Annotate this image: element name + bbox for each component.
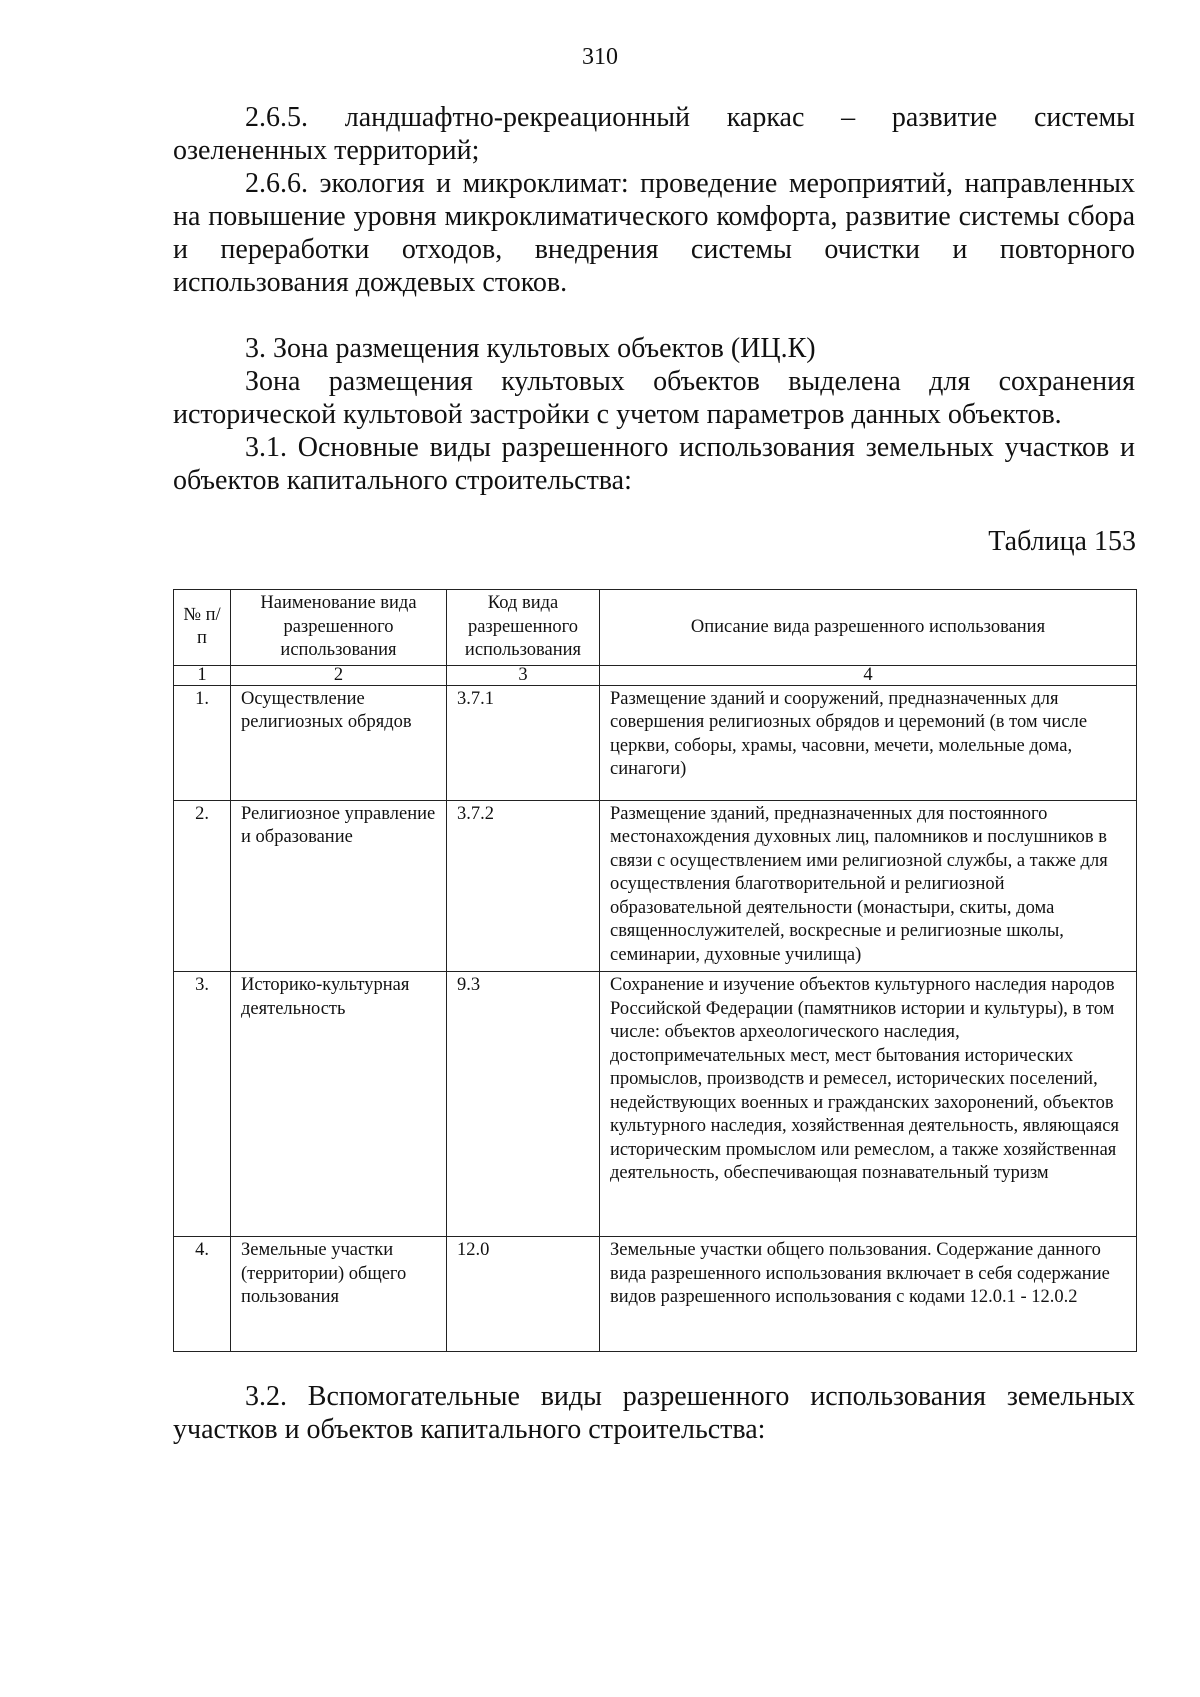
row-name: Религиозное управление и образование <box>231 800 447 972</box>
row-num: 3. <box>174 972 231 1237</box>
row-description: Земельные участки общего пользования. Содержание данного вида разрешенного использования включает в себя содержание видов разрешенного использования с кодами 12.0.1 - 12.0.2 <box>600 1237 1137 1352</box>
column-number: 1 <box>174 665 231 685</box>
row-code: 3.7.2 <box>447 800 600 972</box>
page-number: 310 <box>582 44 618 70</box>
row-num: 1. <box>174 685 231 800</box>
aux-section <box>173 1380 1135 1446</box>
row-code: 9.3 <box>447 972 600 1237</box>
row-description: Сохранение и изучение объектов культурного наследия народов Российской Федерации (памятников истории и культуры), в том числе: объектов археологического наследия, достопримечательных мест, мест бытования исторических промыслов, производств и ремесел, исторических поселений, недействующих военных и гражданских захоронений, объектов культурного наследия, хозяйственная деятельность, являющаяся историческим промыслом или ремеслом, а также хозяйственная деятельность, обеспечивающая познавательный туризм <box>600 972 1137 1237</box>
row-num: 4. <box>174 1237 231 1352</box>
table-header-row <box>174 590 1137 666</box>
section-heading: 3. Зона размещения культовых объектов (ИЦ.К) <box>245 333 816 364</box>
row-name: Осуществление религиозных обрядов <box>231 685 447 800</box>
section-intro: Зона размещения культовых объектов выделена для сохранения исторической культовой застройки с учетом параметров данных объектов. <box>173 366 1135 430</box>
row-code: 3.7.1 <box>447 685 600 800</box>
column-number-row <box>174 665 1137 685</box>
paragraph-2-6-6: 2.6.6. экология и микроклимат: проведение мероприятий, направленных на повышение уровня микроклиматического комфорта, развитие системы сбора и переработки отходов, внедрения системы очистки и повторного использования дождевых стоков. <box>173 168 1135 298</box>
table-row <box>174 972 1137 1237</box>
column-number: 4 <box>600 665 1137 685</box>
row-description: Размещение зданий и сооружений, предназначенных для совершения религиозных обрядов и церемоний (в том числе церкви, соборы, храмы, часовни, мечети, молельные дома, синагоги) <box>600 685 1137 800</box>
subsection-heading: 3.1. Основные виды разрешенного использования земельных участков и объектов капитального строительства: <box>173 432 1135 496</box>
paragraph-2-6-5: 2.6.5. ландшафтно-рекреационный каркас – развитие системы озелененных территорий; <box>173 102 1135 166</box>
header-num: № п/п <box>174 590 231 666</box>
usage-table <box>173 589 1137 1352</box>
zone-section <box>173 332 1135 497</box>
header-code: Код вида разрешенного использования <box>447 590 600 666</box>
aux-heading: 3.2. Вспомогательные виды разрешенного использования земельных участков и объектов капитального строительства: <box>173 1381 1135 1445</box>
table-row <box>174 685 1137 800</box>
column-number: 2 <box>231 665 447 685</box>
top-paragraphs <box>173 101 1135 299</box>
table-row <box>174 1237 1137 1352</box>
header-name: Наименование вида разрешенного использования <box>231 590 447 666</box>
column-number: 3 <box>447 665 600 685</box>
row-name: Земельные участки (территории) общего пользования <box>231 1237 447 1352</box>
row-num: 2. <box>174 800 231 972</box>
table-caption: Таблица 153 <box>988 526 1136 557</box>
row-description: Размещение зданий, предназначенных для постоянного местонахождения духовных лиц, паломников и послушников в связи с осуществлением ими религиозной службы, а также для осуществления благотворительной и религиозной образовательной деятельности (монастыри, скиты, дома священнослужителей, воскресные и религиозные школы, семинарии, духовные училища) <box>600 800 1137 972</box>
row-code: 12.0 <box>447 1237 600 1352</box>
header-description: Описание вида разрешенного использования <box>600 590 1137 666</box>
row-name: Историко-культурная деятельность <box>231 972 447 1237</box>
table-row <box>174 800 1137 972</box>
